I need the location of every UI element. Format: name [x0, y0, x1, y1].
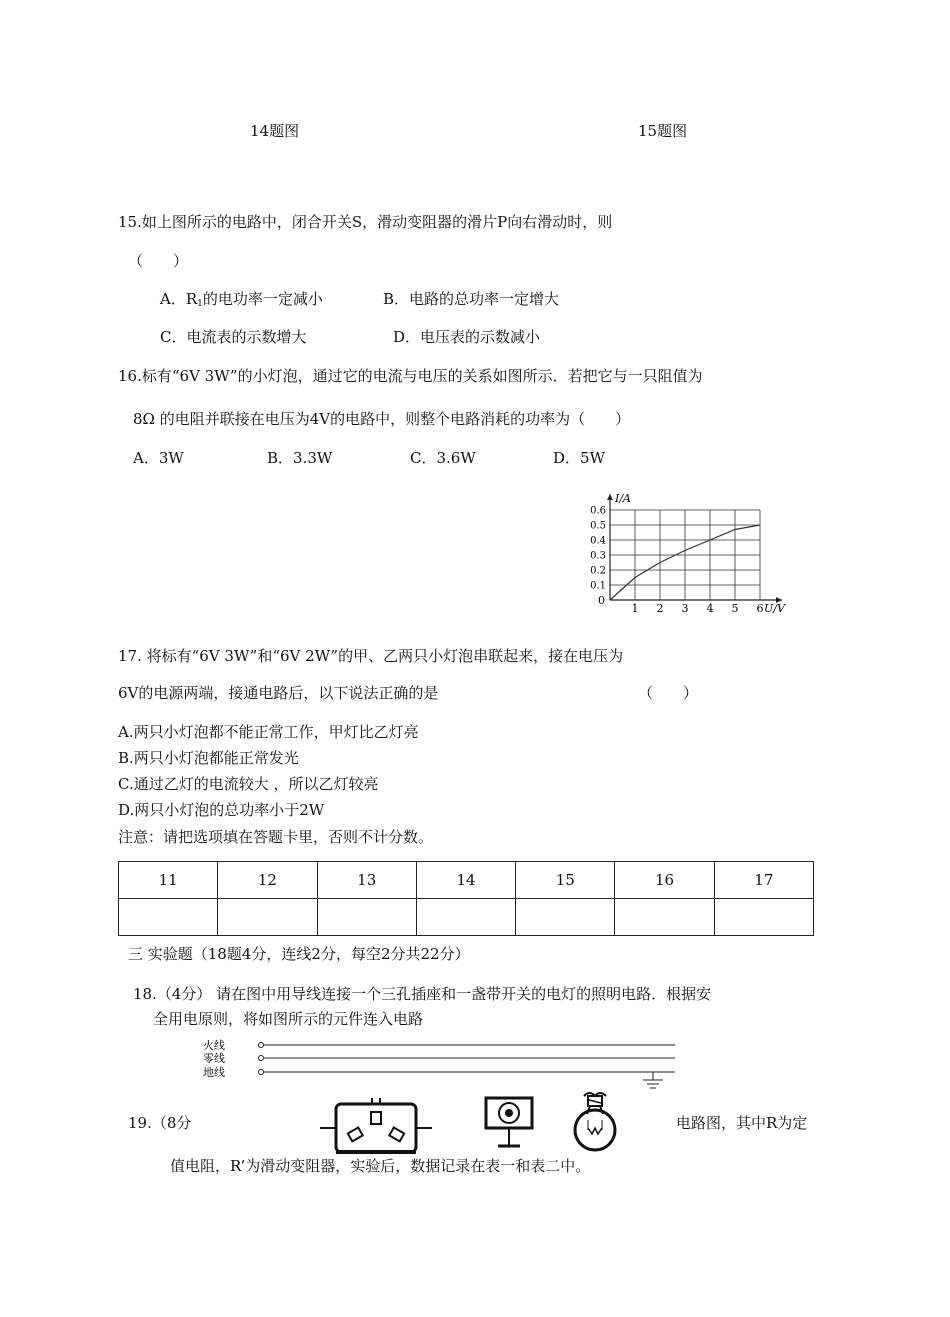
answer-note: 注意：请把选项填在答题卡里，否则不计分数。	[118, 828, 434, 846]
answer-cell[interactable]	[317, 899, 416, 936]
q16-line1: 16.标有“6V 3W”的小灯泡，通过它的电流与电压的关系如图所示．若把它与一只阻值为	[118, 367, 703, 385]
y-axis-arrow-icon	[607, 494, 613, 500]
q15-option-a-text: 的电功率一定减小	[202, 290, 323, 308]
answer-header-cell: 14	[416, 862, 515, 899]
q17-option-b: B.两只小灯泡都能正常发光	[118, 749, 299, 767]
y-tick-label: 0.6	[590, 505, 606, 517]
answer-cell[interactable]	[714, 899, 813, 936]
answer-table	[118, 861, 814, 936]
q15-option-a-prefix: A．R	[160, 290, 198, 308]
q15-option-a-subscript: 1	[197, 299, 203, 309]
answer-cell[interactable]	[416, 899, 515, 936]
light-bulb-icon	[566, 1090, 626, 1156]
switch-icon	[480, 1092, 540, 1152]
x-tick-label: 1	[631, 602, 639, 615]
ground-symbol-icon	[643, 1072, 663, 1088]
y-tick-label: 0.3	[590, 550, 606, 562]
answer-cell[interactable]	[516, 899, 615, 936]
answer-table-header-row	[119, 862, 814, 899]
y-axis-label: I/A	[615, 492, 631, 505]
q16-option-d: D．5W	[553, 449, 605, 467]
q19-line2: 值电阻，R’为滑动变阻器，实验后，数据记录在表一和表二中。	[170, 1157, 591, 1175]
origin-label: 0	[598, 594, 605, 607]
neutral-wire	[259, 1056, 676, 1061]
x-tick-label: 3	[681, 602, 689, 615]
y-tick-label: 0.5	[590, 520, 606, 532]
q16-line2: 8Ω 的电阻并联接在电压为4V的电路中，则整个电路消耗的功率为（ ）	[133, 410, 631, 428]
q17-option-d: D.两只小灯泡的总功率小于2W	[118, 801, 325, 819]
figure-15-caption: 15题图	[638, 122, 688, 140]
wiring-diagram	[195, 1036, 695, 1096]
q15-option-c: C．电流表的示数增大	[160, 328, 307, 346]
q18-line2: 全用电原则，将如图所示的元件连入电路	[153, 1010, 424, 1028]
live-wire-label: 火线	[203, 1039, 225, 1052]
current-voltage-chart	[578, 488, 798, 618]
section-3-heading: 三 实验题（18题4分，连线2分，每空2分共22分）	[128, 945, 470, 963]
answer-table-input-row	[119, 899, 814, 936]
x-tick-label: 5	[731, 602, 739, 615]
y-tick-label: 0.2	[590, 565, 606, 577]
y-tick-label: 0.1	[590, 580, 606, 592]
x-tick-label: 2	[656, 602, 664, 615]
q16-option-c: C．3.6W	[410, 449, 476, 467]
answer-header-cell: 17	[714, 862, 813, 899]
q15-option-a	[160, 289, 323, 314]
figure-14-caption: 14题图	[250, 122, 300, 140]
q19-end: 电路图，其中R为定	[676, 1114, 808, 1132]
answer-header-cell: 11	[119, 862, 218, 899]
q18-line1: 18.（4分） 请在图中用导线连接一个三孔插座和一盏带开关的电灯的照明电路．根据安	[133, 985, 712, 1003]
answer-cell[interactable]	[218, 899, 317, 936]
answer-header-cell: 16	[615, 862, 714, 899]
answer-header-cell: 12	[218, 862, 317, 899]
x-axis-label: U/V	[764, 602, 785, 615]
x-tick-label: 4	[706, 602, 714, 615]
q15-option-d: D．电压表的示数减小	[393, 328, 541, 346]
q15-option-b: B．电路的总功率一定增大	[383, 290, 560, 308]
answer-cell[interactable]	[119, 899, 218, 936]
live-wire	[259, 1043, 676, 1048]
earth-wire-label: 地线	[203, 1066, 225, 1079]
q15-answer-paren: （ ）	[128, 252, 189, 270]
three-pin-socket-icon	[316, 1098, 436, 1158]
x-tick-label: 6	[756, 602, 764, 615]
q16-option-b: B．3.3W	[267, 449, 333, 467]
answer-header-cell: 15	[516, 862, 615, 899]
q16-option-a: A．3W	[133, 449, 184, 467]
q17-line1: 17. 将标有“6V 3W”和“6V 2W”的甲、乙两只小灯泡串联起来，接在电压为	[118, 647, 624, 665]
answer-header-cell: 13	[317, 862, 416, 899]
y-tick-label: 0.4	[590, 535, 606, 547]
earth-wire	[259, 1070, 676, 1075]
q19-start: 19.（8分	[128, 1114, 192, 1132]
answer-cell[interactable]	[615, 899, 714, 936]
q17-line2: 6V的电源两端，接通电路后，以下说法正确的是	[118, 684, 439, 702]
q17-option-a: A.两只小灯泡都不能正常工作，甲灯比乙灯亮	[118, 723, 419, 741]
neutral-wire-label: 零线	[203, 1052, 225, 1065]
q17-answer-paren: （ ）	[638, 684, 699, 702]
q17-option-c: C.通过乙灯的电流较大 ，所以乙灯较亮	[118, 775, 379, 793]
q15-stem: 15.如上图所示的电路中，闭合开关S，滑动变阻器的滑片P向右滑动时，则	[118, 213, 613, 231]
